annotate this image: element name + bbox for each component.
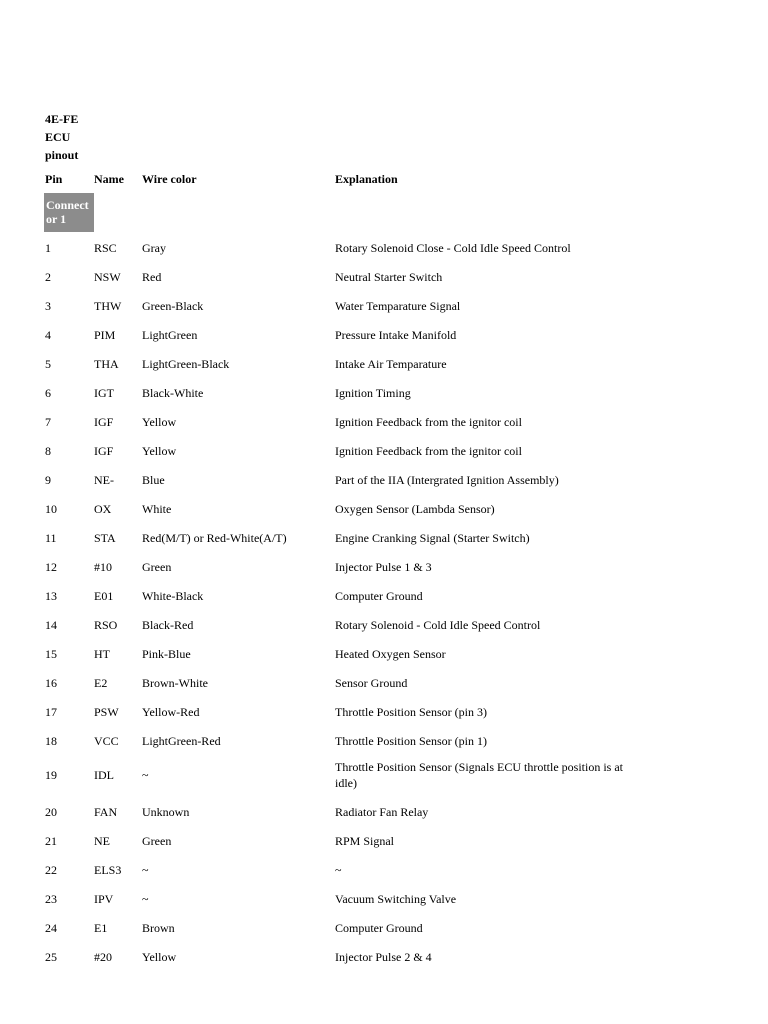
explanation-cell: Throttle Position Sensor (Signals ECU throttle position is at idle) bbox=[335, 760, 623, 790]
wire-color-cell: Brown-White bbox=[142, 676, 208, 690]
pin-cell: 4 bbox=[45, 328, 51, 342]
name-cell: STA bbox=[94, 531, 116, 545]
explanation-cell: ~ bbox=[335, 863, 342, 877]
name-cell: PSW bbox=[94, 705, 119, 719]
wire-color-cell: Pink-Blue bbox=[142, 647, 191, 661]
name-cell: #20 bbox=[94, 950, 112, 964]
header-name: Name bbox=[94, 172, 124, 186]
explanation-cell: Injector Pulse 2 & 4 bbox=[335, 950, 432, 964]
explanation-cell: Radiator Fan Relay bbox=[335, 805, 429, 819]
wire-color-cell: Blue bbox=[142, 473, 165, 487]
pin-cell: 24 bbox=[45, 921, 57, 935]
title-line: ECU bbox=[45, 130, 71, 144]
pin-cell: 17 bbox=[45, 705, 57, 719]
header-explanation: Explanation bbox=[335, 172, 398, 186]
explanation-cell: Part of the IIA (Intergrated Ignition Assembly) bbox=[335, 473, 559, 487]
document-title bbox=[45, 110, 95, 164]
name-cell: THW bbox=[94, 299, 122, 313]
name-cell: IDL bbox=[94, 768, 114, 782]
wire-color-cell: Red(M/T) or Red-White(A/T) bbox=[142, 531, 287, 545]
pin-cell: 19 bbox=[45, 768, 57, 782]
wire-color-cell: Red bbox=[142, 270, 162, 284]
pin-cell: 23 bbox=[45, 892, 57, 906]
explanation-cell: Heated Oxygen Sensor bbox=[335, 647, 446, 661]
wire-color-cell: LightGreen-Black bbox=[142, 357, 230, 371]
pin-cell: 15 bbox=[45, 647, 57, 661]
name-cell: ELS3 bbox=[94, 863, 122, 877]
wire-color-cell: Unknown bbox=[142, 805, 190, 819]
explanation-cell: Sensor Ground bbox=[335, 676, 408, 690]
explanation-cell: Computer Ground bbox=[335, 921, 423, 935]
wire-color-cell: Yellow bbox=[142, 950, 177, 964]
wire-color-cell: Green bbox=[142, 560, 172, 574]
pin-cell: 11 bbox=[45, 531, 57, 545]
pin-cell: 20 bbox=[45, 805, 57, 819]
name-cell: HT bbox=[94, 647, 110, 661]
pin-cell: 3 bbox=[45, 299, 51, 313]
explanation-cell: Oxygen Sensor (Lambda Sensor) bbox=[335, 502, 495, 516]
explanation-cell: Throttle Position Sensor (pin 1) bbox=[335, 734, 487, 748]
name-cell: RSC bbox=[94, 241, 117, 255]
name-cell: IGT bbox=[94, 386, 114, 400]
name-cell: NSW bbox=[94, 270, 121, 284]
wire-color-cell: Green bbox=[142, 834, 172, 848]
wire-color-cell: Yellow bbox=[142, 415, 177, 429]
name-cell: VCC bbox=[94, 734, 119, 748]
name-cell: NE bbox=[94, 834, 110, 848]
pin-cell: 8 bbox=[45, 444, 51, 458]
explanation-cell: Ignition Feedback from the ignitor coil bbox=[335, 415, 522, 429]
explanation-cell: Pressure Intake Manifold bbox=[335, 328, 457, 342]
explanation-cell: Neutral Starter Switch bbox=[335, 270, 443, 284]
wire-color-cell: ~ bbox=[142, 863, 149, 877]
wire-color-cell: ~ bbox=[142, 768, 149, 782]
pin-cell: 7 bbox=[45, 415, 51, 429]
name-cell: THA bbox=[94, 357, 119, 371]
pin-cell: 18 bbox=[45, 734, 57, 748]
pin-cell: 12 bbox=[45, 560, 57, 574]
name-cell: E01 bbox=[94, 589, 114, 603]
pin-cell: 25 bbox=[45, 950, 57, 964]
explanation-cell: Ignition Feedback from the ignitor coil bbox=[335, 444, 522, 458]
wire-color-cell: Black-Red bbox=[142, 618, 194, 632]
name-cell: E1 bbox=[94, 921, 108, 935]
name-cell: RSO bbox=[94, 618, 118, 632]
explanation-cell: Intake Air Temparature bbox=[335, 357, 447, 371]
wire-color-cell: LightGreen bbox=[142, 328, 198, 342]
header-pin: Pin bbox=[45, 172, 63, 186]
name-cell: FAN bbox=[94, 805, 118, 819]
explanation-cell: Ignition Timing bbox=[335, 386, 411, 400]
pin-cell: 10 bbox=[45, 502, 57, 516]
explanation-cell: Rotary Solenoid Close - Cold Idle Speed Control bbox=[335, 241, 571, 255]
wire-color-cell: LightGreen-Red bbox=[142, 734, 221, 748]
name-cell: E2 bbox=[94, 676, 108, 690]
pin-cell: 21 bbox=[45, 834, 57, 848]
pin-cell: 14 bbox=[45, 618, 57, 632]
explanation-cell: Vacuum Switching Valve bbox=[335, 892, 457, 906]
explanation-cell: Water Temparature Signal bbox=[335, 299, 461, 313]
name-cell: IGF bbox=[94, 444, 114, 458]
explanation-cell: Engine Cranking Signal (Starter Switch) bbox=[335, 531, 530, 545]
explanation-cell: Rotary Solenoid - Cold Idle Speed Control bbox=[335, 618, 541, 632]
title-line: 4E-FE bbox=[45, 112, 79, 126]
explanation-cell: Injector Pulse 1 & 3 bbox=[335, 560, 432, 574]
explanation-cell: Computer Ground bbox=[335, 589, 423, 603]
explanation-cell: RPM Signal bbox=[335, 834, 395, 848]
pin-cell: 5 bbox=[45, 357, 51, 371]
wire-color-cell: Black-White bbox=[142, 386, 204, 400]
wire-color-cell: Gray bbox=[142, 241, 166, 255]
name-cell: IPV bbox=[94, 892, 114, 906]
explanation-cell: Throttle Position Sensor (pin 3) bbox=[335, 705, 487, 719]
pin-cell: 1 bbox=[45, 241, 51, 255]
header-wire-color: Wire color bbox=[142, 172, 197, 186]
name-cell: OX bbox=[94, 502, 112, 516]
wire-color-cell: Yellow bbox=[142, 444, 177, 458]
pin-cell: 16 bbox=[45, 676, 57, 690]
pin-cell: 6 bbox=[45, 386, 51, 400]
pin-cell: 22 bbox=[45, 863, 57, 877]
wire-color-cell: Green-Black bbox=[142, 299, 204, 313]
pin-cell: 2 bbox=[45, 270, 51, 284]
wire-color-cell: Brown bbox=[142, 921, 175, 935]
wire-color-cell: White-Black bbox=[142, 589, 204, 603]
pin-cell: 13 bbox=[45, 589, 57, 603]
name-cell: IGF bbox=[94, 415, 114, 429]
wire-color-cell: Yellow-Red bbox=[142, 705, 200, 719]
title-line: pinout bbox=[45, 148, 79, 162]
connector-label: Connector 1 bbox=[44, 193, 94, 232]
wire-color-cell: ~ bbox=[142, 892, 149, 906]
name-cell: NE- bbox=[94, 473, 114, 487]
wire-color-cell: White bbox=[142, 502, 172, 516]
name-cell: #10 bbox=[94, 560, 112, 574]
name-cell: PIM bbox=[94, 328, 116, 342]
pin-cell: 9 bbox=[45, 473, 51, 487]
